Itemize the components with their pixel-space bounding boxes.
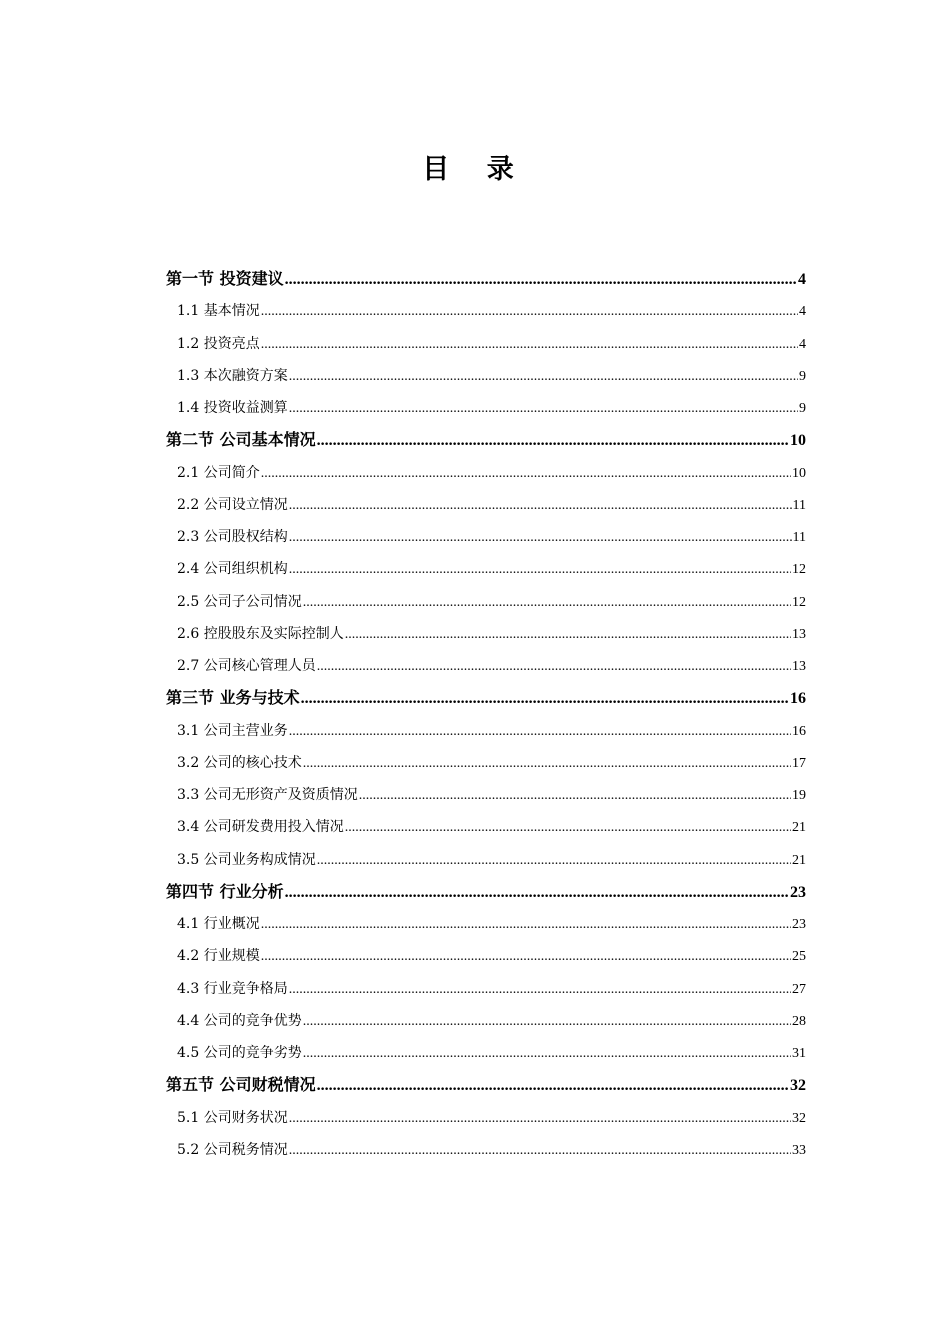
toc-subsection-entry[interactable] xyxy=(166,1005,806,1037)
toc-page-number: 21 xyxy=(792,852,806,868)
toc-subsection-entry[interactable] xyxy=(166,844,806,876)
toc-page-number: 13 xyxy=(792,659,806,674)
toc-dot-leader xyxy=(261,458,791,490)
toc-page-number: 28 xyxy=(792,1013,806,1029)
toc-subsection-entry[interactable] xyxy=(166,715,806,747)
toc-entry-label: 第二节 公司基本情况 xyxy=(166,430,316,450)
toc-entry-label: 4.3 行业竞争格局 xyxy=(177,980,288,997)
toc-entry-label: 5.1 公司财务状况 xyxy=(177,1109,288,1126)
toc-entry-label: 5.2 公司税务情况 xyxy=(177,1141,288,1158)
toc-page-number: 9 xyxy=(799,401,806,416)
page-title: 目 录 xyxy=(422,154,528,185)
toc-dot-leader xyxy=(289,1103,791,1135)
toc-subsection-entry[interactable] xyxy=(166,586,806,618)
table-of-contents xyxy=(166,263,806,1166)
toc-dot-leader xyxy=(345,619,791,651)
toc-page-number: 4 xyxy=(799,336,806,352)
toc-page-number: 10 xyxy=(790,432,806,450)
toc-dot-leader xyxy=(261,329,798,361)
toc-entry-label: 1.1 基本情况 xyxy=(177,303,260,320)
toc-section-entry[interactable] xyxy=(166,1069,806,1101)
toc-entry-label: 第一节 投资建议 xyxy=(166,269,284,288)
toc-subsection-entry[interactable] xyxy=(166,1134,806,1166)
toc-section-entry[interactable] xyxy=(166,263,806,295)
toc-dot-leader xyxy=(303,1038,791,1070)
toc-page-number: 16 xyxy=(790,690,806,708)
toc-entry-label: 第四节 行业分析 xyxy=(166,881,284,901)
toc-subsection-entry[interactable] xyxy=(166,650,806,682)
toc-entry-label: 2.2 公司设立情况 xyxy=(177,496,288,513)
toc-entry-label: 1.3 本次融资方案 xyxy=(177,367,288,384)
toc-entry-label: 1.2 投资亮点 xyxy=(177,335,260,352)
toc-page-number: 11 xyxy=(792,530,806,545)
toc-page-number: 17 xyxy=(792,755,806,771)
toc-dot-leader xyxy=(289,393,798,425)
toc-subsection-entry[interactable] xyxy=(166,940,806,972)
toc-subsection-entry[interactable] xyxy=(166,811,806,843)
toc-dot-leader xyxy=(303,587,791,619)
toc-dot-leader xyxy=(345,812,791,844)
toc-entry-label: 第三节 业务与技术 xyxy=(166,688,300,708)
toc-entry-label: 2.5 公司子公司情况 xyxy=(177,593,302,610)
toc-page-number: 23 xyxy=(792,917,806,932)
toc-page-number: 27 xyxy=(792,981,806,997)
toc-dot-leader xyxy=(285,264,797,296)
toc-page-number: 12 xyxy=(792,562,806,578)
toc-subsection-entry[interactable] xyxy=(166,295,806,327)
toc-subsection-entry[interactable] xyxy=(166,779,806,811)
toc-subsection-entry[interactable] xyxy=(166,489,806,521)
toc-subsection-entry[interactable] xyxy=(166,973,806,1005)
toc-page-number: 32 xyxy=(792,1110,806,1126)
toc-page-number: 10 xyxy=(792,465,806,481)
toc-entry-label: 2.1 公司简介 xyxy=(177,464,260,481)
toc-page-number: 31 xyxy=(792,1046,806,1061)
toc-dot-leader xyxy=(317,651,791,683)
toc-entry-label: 3.4 公司研发费用投入情况 xyxy=(177,819,344,836)
toc-entry-label: 4.5 公司的竞争劣势 xyxy=(177,1045,302,1061)
toc-subsection-entry[interactable] xyxy=(166,1102,806,1134)
toc-dot-leader xyxy=(301,683,789,715)
toc-dot-leader xyxy=(289,490,792,522)
toc-entry-label: 4.1 行业概况 xyxy=(177,916,260,932)
toc-entry-label: 3.1 公司主营业务 xyxy=(177,722,288,739)
toc-entry-label: 2.3 公司股权结构 xyxy=(177,529,288,545)
toc-section-entry[interactable] xyxy=(166,682,806,714)
toc-dot-leader xyxy=(289,716,791,748)
toc-page-number: 19 xyxy=(792,788,806,803)
toc-entry-label: 4.4 公司的竞争优势 xyxy=(177,1012,302,1029)
toc-dot-leader xyxy=(289,361,798,393)
toc-page-number: 9 xyxy=(799,368,806,384)
toc-subsection-entry[interactable] xyxy=(166,457,806,489)
toc-page-number: 4 xyxy=(798,271,806,288)
toc-subsection-entry[interactable] xyxy=(166,521,806,553)
toc-page-number: 11 xyxy=(792,497,806,513)
toc-entry-label: 4.2 行业规模 xyxy=(177,948,260,965)
toc-dot-leader xyxy=(289,974,791,1006)
toc-dot-leader xyxy=(261,296,798,328)
toc-dot-leader xyxy=(303,1006,791,1038)
toc-page-number: 32 xyxy=(790,1077,806,1095)
toc-dot-leader xyxy=(317,1070,789,1102)
toc-page-number: 4 xyxy=(799,304,806,320)
toc-entry-label: 3.5 公司业务构成情况 xyxy=(177,851,316,868)
toc-dot-leader xyxy=(289,522,792,554)
toc-page-number: 13 xyxy=(792,626,806,642)
toc-entry-label: 第五节 公司财税情况 xyxy=(166,1075,316,1095)
toc-entry-label: 2.7 公司核心管理人员 xyxy=(177,658,316,674)
toc-dot-leader xyxy=(303,748,791,780)
toc-dot-leader xyxy=(261,909,791,941)
toc-subsection-entry[interactable] xyxy=(166,1037,806,1069)
toc-section-entry[interactable] xyxy=(166,424,806,456)
toc-subsection-entry[interactable] xyxy=(166,553,806,585)
toc-subsection-entry[interactable] xyxy=(166,328,806,360)
toc-subsection-entry[interactable] xyxy=(166,360,806,392)
toc-dot-leader xyxy=(317,845,791,877)
toc-dot-leader xyxy=(289,1135,791,1167)
toc-subsection-entry[interactable] xyxy=(166,392,806,424)
toc-page-number: 25 xyxy=(792,949,806,965)
toc-dot-leader xyxy=(285,877,789,909)
toc-entry-label: 1.4 投资收益测算 xyxy=(177,400,288,416)
toc-entry-label: 3.3 公司无形资产及资质情况 xyxy=(177,787,358,803)
toc-subsection-entry[interactable] xyxy=(166,618,806,650)
toc-entry-label: 3.2 公司的核心技术 xyxy=(177,754,302,771)
toc-page-number: 12 xyxy=(792,594,806,610)
toc-dot-leader xyxy=(359,780,791,812)
toc-page-number: 33 xyxy=(792,1142,806,1158)
toc-section-entry[interactable] xyxy=(166,876,806,908)
toc-page-number: 21 xyxy=(792,820,806,836)
toc-subsection-entry[interactable] xyxy=(166,747,806,779)
toc-subsection-entry[interactable] xyxy=(166,908,806,940)
toc-dot-leader xyxy=(261,941,791,973)
toc-dot-leader xyxy=(317,425,789,457)
toc-page-number: 16 xyxy=(792,723,806,739)
toc-entry-label: 2.6 控股股东及实际控制人 xyxy=(177,625,344,642)
toc-dot-leader xyxy=(289,554,791,586)
toc-page-number: 23 xyxy=(790,883,806,901)
toc-entry-label: 2.4 公司组织机构 xyxy=(177,561,288,578)
